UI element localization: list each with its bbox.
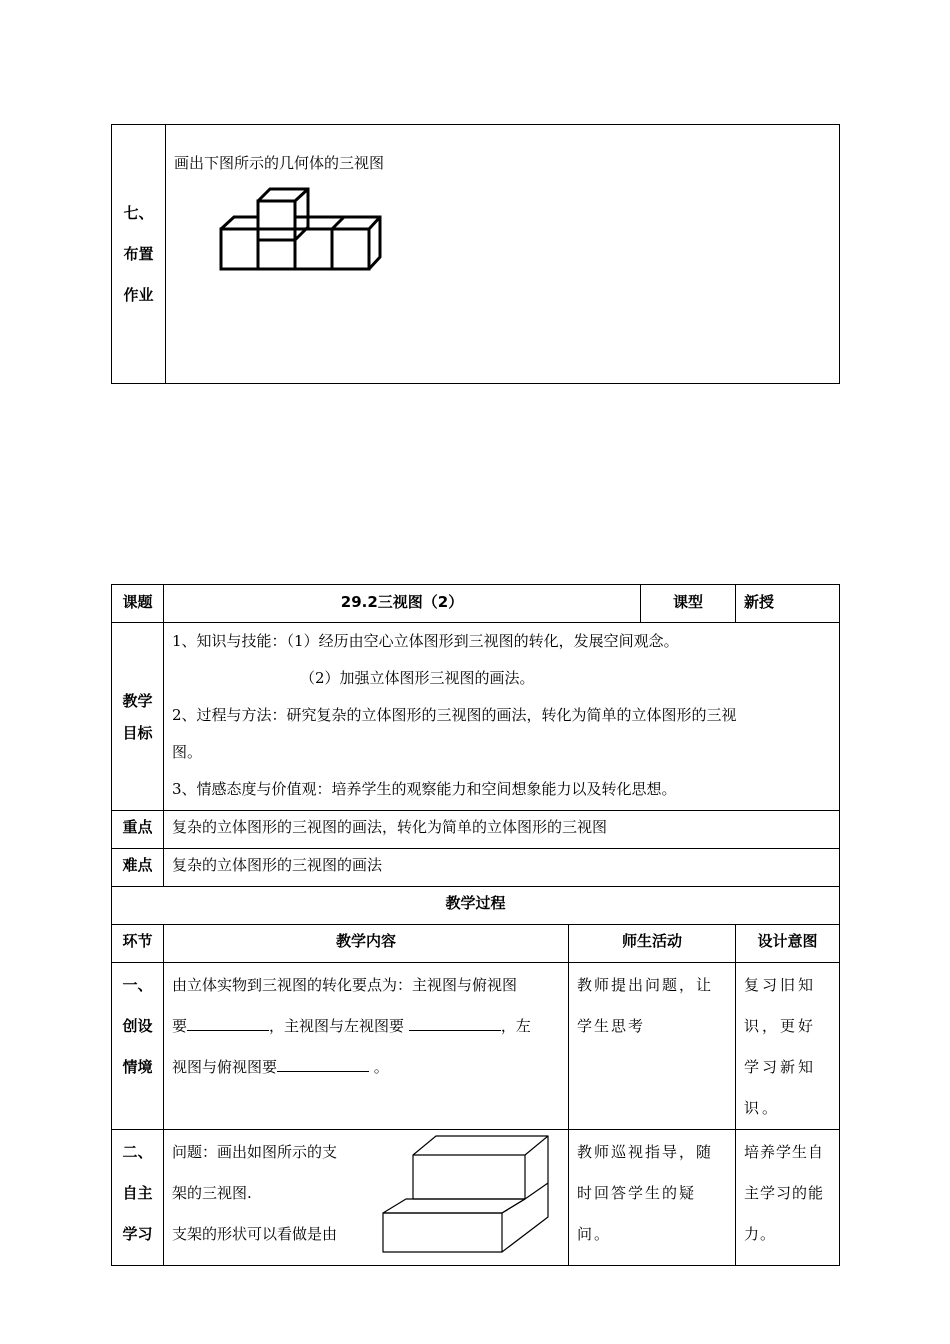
type-value: 新授	[736, 585, 840, 623]
stage-line: 学习	[122, 1225, 153, 1243]
column-header-stage: 环节	[112, 925, 164, 963]
content-line	[172, 1006, 562, 1047]
topic-label: 课题	[112, 585, 164, 623]
table-row	[112, 963, 840, 1130]
stage-cell	[112, 963, 164, 1130]
stage-line: 创设	[122, 1017, 153, 1035]
content-text: 视图与俯视图要	[172, 1058, 278, 1076]
key-point-text: 复杂的立体图形的三视图的画法，转化为简单的立体图形的三视图	[164, 811, 840, 849]
difficulty-text: 复杂的立体图形的三视图的画法	[164, 849, 840, 887]
content-text: 要	[172, 1017, 188, 1035]
topic-value: 29.2三视图（2）	[164, 585, 641, 623]
homework-label-line: 作业	[123, 285, 154, 304]
process-title: 教学过程	[112, 887, 840, 925]
objectives-label-line: 目标	[122, 723, 153, 742]
difficulty-label: 难点	[112, 849, 164, 887]
content-line: 由立体实物到三视图的转化要点为：主视图与俯视图	[172, 976, 518, 994]
objective-line: 图。	[172, 743, 203, 761]
intent-cell: 复习旧知识，更好学习新知识。	[736, 963, 840, 1130]
bracket-stand-figure	[380, 1133, 560, 1255]
objectives-content-cell	[164, 623, 840, 811]
cube-stack-figure	[218, 187, 398, 297]
objectives-label-cell	[112, 623, 164, 811]
content-text: ，主视图与左视图要	[269, 1017, 405, 1035]
homework-table	[111, 124, 840, 384]
lesson-plan-table	[111, 584, 840, 1266]
content-line: 架的三视图.	[172, 1184, 252, 1202]
objective-line: （2）加强立体图形三视图的画法。	[300, 669, 535, 687]
homework-instruction: 画出下图所示的几何体的三视图	[174, 154, 385, 172]
stage-cell	[112, 1130, 164, 1266]
column-header-activity: 师生活动	[569, 925, 736, 963]
fill-blank[interactable]	[277, 1057, 369, 1072]
homework-content-cell	[166, 125, 840, 384]
column-header-content: 教学内容	[164, 925, 569, 963]
stage-line: 自主	[122, 1184, 153, 1202]
content-text: ，左	[500, 1017, 531, 1035]
table-row	[112, 1130, 840, 1266]
homework-label-cell	[112, 125, 166, 384]
stage-line: 情境	[122, 1058, 153, 1076]
stage-line: 一、	[122, 976, 153, 994]
content-cell	[164, 1130, 569, 1266]
objective-line: 1、知识与技能：（1）经历由空心立体图形到三视图的转化，发展空间观念。	[172, 632, 679, 650]
content-line: 支架的形状可以看做是由	[172, 1225, 338, 1243]
objectives-label-line: 教学	[122, 691, 153, 710]
key-point-label: 重点	[112, 811, 164, 849]
column-header-intent: 设计意图	[736, 925, 840, 963]
homework-label-line: 七、	[123, 203, 154, 222]
content-text: 。	[373, 1058, 389, 1076]
objective-line: 2、过程与方法：研究复杂的立体图形的三视图的画法，转化为简单的立体图形的三视	[172, 706, 737, 724]
activity-cell: 教师提出问题，让学生思考	[569, 963, 736, 1130]
stage-line: 二、	[122, 1143, 153, 1161]
fill-blank[interactable]	[409, 1016, 501, 1031]
activity-cell: 教师巡视指导，随时回答学生的疑问。	[569, 1130, 736, 1266]
content-line	[172, 1047, 562, 1088]
content-line: 问题：画出如图所示的支	[172, 1143, 338, 1161]
intent-cell: 培养学生自主学习的能力。	[736, 1130, 840, 1266]
type-label: 课型	[641, 585, 736, 623]
homework-label-line: 布置	[123, 244, 154, 263]
fill-blank[interactable]	[187, 1016, 269, 1031]
objective-line: 3、情感态度与价值观：培养学生的观察能力和空间想象能力以及转化思想。	[172, 780, 677, 798]
content-cell	[164, 963, 569, 1130]
